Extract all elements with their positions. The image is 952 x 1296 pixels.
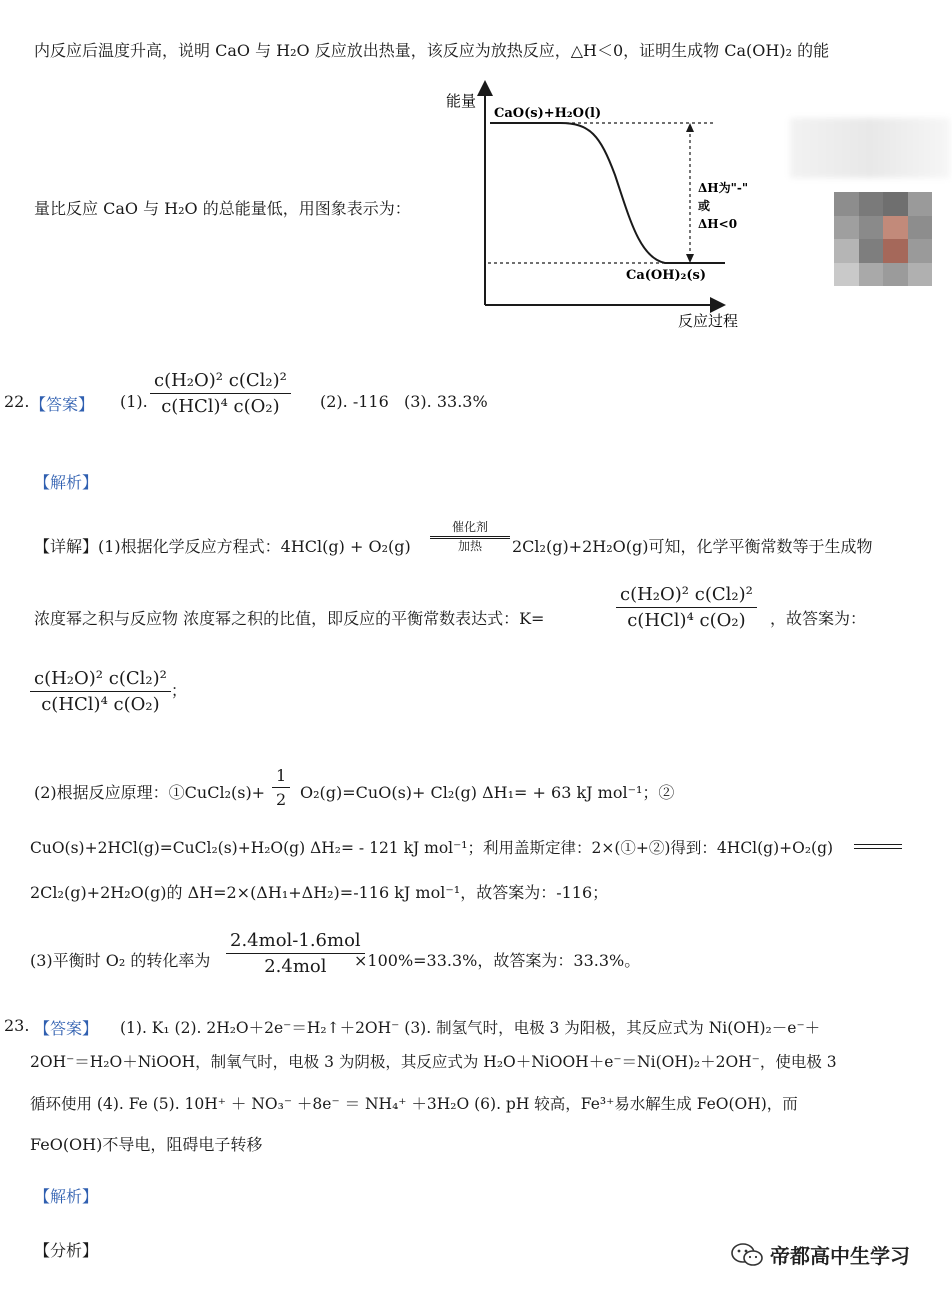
q23-line3: 循环使用 (4). Fe (5). 10H⁺ ＋ NO₃⁻ ＋8e⁻ ＝ NH₄⁺ ＋3H₂O (6). pH 较高，Fe³⁺易水解生成 FeO(OH)，而: [30, 1095, 798, 1113]
answer-colon: ；: [170, 681, 187, 700]
dh-label-1: ΔH为"-": [698, 181, 749, 195]
q22-detail-text4: ，故答案为：: [770, 609, 867, 628]
dh-label-3: ΔH<0: [698, 217, 738, 231]
catalyst-label: 催化剂: [451, 520, 488, 534]
reactant-label: CaO(s)+H₂O(l): [494, 106, 602, 121]
blurred-region-top: [790, 118, 950, 178]
q22-p3-b: ×100%=33.3%，故答案为：33.3%。: [354, 951, 641, 970]
q23-answer-tag: 【答案】: [34, 1019, 99, 1038]
half-fraction: [272, 766, 290, 809]
q21-text-line1: 内反应后温度升高，说明 CaO 与 H₂O 反应放出热量，该反应为放热反应，△H＜0，证明生成物 Ca(OH)₂ 的能: [34, 41, 830, 60]
wechat-icon: [730, 1241, 764, 1269]
q23-line1: (1). K₁ (2). 2H₂O＋2e⁻＝H₂↑＋2OH⁻ (3). 制氢气时，电极 3 为阳极，其反应式为 Ni(OH)₂－e⁻＋: [120, 1019, 821, 1037]
blurred-mosaic: [834, 192, 932, 286]
q23-analysis-tag: 【解析】: [34, 1187, 99, 1206]
q22-analysis-tag: 【解析】: [34, 473, 99, 492]
q23-fenxi-tag: 【分析】: [34, 1241, 99, 1260]
answer-numerator: c(H₂O)² c(Cl₂)²: [30, 668, 171, 692]
q22-detail-text2: 2Cl₂(g)+2H₂O(g)可知，化学平衡常数等于生成物: [512, 537, 873, 556]
q22-p2-line2: CuO(s)+2HCl(g)=CuCl₂(s)+H₂O(g) ΔH₂= - 121 kJ mol⁻¹；利用盖斯定律：2×(①+②)得到：4HCl(g)+O₂(g): [30, 839, 834, 857]
q23-line4: FeO(OH)不导电，阻碍电子转移: [30, 1135, 263, 1154]
fraction-numerator: c(H₂O)² c(Cl₂)²: [150, 370, 291, 394]
answer-expression: [30, 668, 187, 715]
energy-diagram: [440, 80, 749, 338]
q22-answer-tag: 【答案】: [30, 395, 95, 414]
q22-detail-text1: 【详解】(1)根据化学反应方程式：4HCl(g) + O₂(g): [34, 537, 411, 556]
half-numerator: 1: [272, 766, 290, 788]
q22-detail-text3: 浓度幂之积与反应物 浓度幂之积的比值，即反应的平衡常数表达式：K=: [34, 609, 545, 628]
q23-number: 23.: [4, 1016, 30, 1035]
product-label: Ca(OH)₂(s): [626, 268, 706, 283]
y-axis-label: 能量: [446, 92, 477, 110]
equilibrium-arrow: [854, 838, 902, 849]
heat-label: 加热: [457, 539, 482, 553]
x-axis-label: 反应过程: [678, 312, 739, 330]
q22-part3: (3). 33.3%: [404, 392, 488, 411]
answer-denominator: c(HCl)⁴ c(O₂): [41, 694, 160, 715]
q22-number: 22.: [4, 392, 30, 411]
q22-p2-line1-a: (2)根据反应原理：①CuCl₂(s)+: [34, 783, 266, 802]
watermark-text: 帝都高中生学习: [770, 1244, 910, 1268]
q22-answer-fraction: [150, 370, 291, 417]
reaction-arrow: [430, 520, 510, 553]
q21-text-line2: 量比反应 CaO 与 H₂O 的总能量低，用图象表示为：: [34, 199, 411, 218]
q22-p3-a: (3)平衡时 O₂ 的转化率为: [30, 951, 211, 970]
k-denominator: c(HCl)⁴ c(O₂): [627, 610, 746, 631]
conversion-numerator: 2.4mol-1.6mol: [226, 930, 365, 954]
watermark: [730, 1240, 910, 1269]
k-numerator: c(H₂O)² c(Cl₂)²: [616, 584, 757, 608]
q22-part1-label: (1).: [120, 392, 148, 411]
q22-p2-line3: 2Cl₂(g)+2H₂O(g)的 ΔH=2×(ΔH₁+ΔH₂)=-116 kJ mol⁻¹，故答案为：-116；: [30, 883, 609, 902]
q22-p2-line1-b: O₂(g)=CuO(s)+ Cl₂(g) ΔH₁= + 63 kJ mol⁻¹；②: [300, 783, 675, 802]
q23-line2: 2OH⁻＝H₂O＋NiOOH，制氧气时，电极 3 为阴极，其反应式为 H₂O＋NiOOH＋e⁻＝Ni(OH)₂＋2OH⁻，使电极 3: [30, 1053, 837, 1071]
conversion-fraction: [226, 930, 365, 977]
q22-part2: (2). -116: [320, 392, 389, 411]
conversion-denominator: 2.4mol: [264, 956, 327, 977]
dh-label-2: 或: [698, 199, 711, 213]
half-denominator: 2: [276, 790, 287, 809]
fraction-denominator: c(HCl)⁴ c(O₂): [161, 396, 280, 417]
k-expression: [616, 584, 757, 631]
